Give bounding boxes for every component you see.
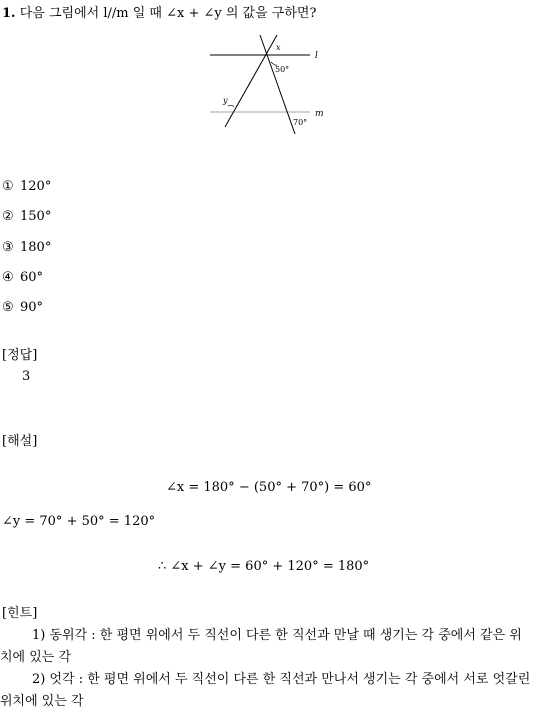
choice-marker: ④ (2, 270, 14, 285)
solution-heading: [해설] (2, 434, 38, 449)
choice-2[interactable] (2, 209, 51, 224)
question (2, 2, 316, 21)
choice-5[interactable] (2, 300, 43, 315)
label-70: 70° (293, 118, 308, 127)
choice-1[interactable] (2, 179, 51, 194)
choice-marker: ② (2, 209, 14, 224)
solution-line-3: ∴ ∠x + ∠y = 60° + 120° = 180° (158, 559, 370, 574)
hint-item-2: 2) 엇각 : 한 평면 위에서 두 직선이 다른 한 직선과 만나서 생기는 각 중에서 서로 엇갈린 위치에 있는 각 (0, 672, 531, 709)
choice-text: 60° (20, 270, 44, 285)
choice-marker: ① (2, 179, 14, 194)
hint-body (0, 625, 533, 713)
choice-4[interactable] (2, 270, 43, 285)
answer-value: 3 (22, 369, 31, 384)
parallel-lines-figure (205, 30, 330, 140)
label-m: m (315, 109, 324, 119)
choice-3[interactable] (2, 240, 51, 255)
answer-heading: [정답] (2, 348, 38, 363)
choice-text: 180° (20, 240, 52, 255)
solution-line-2: ∠y = 70° + 50° = 120° (2, 514, 156, 529)
label-l: l (315, 51, 318, 61)
hint-heading: [힌트] (2, 606, 38, 621)
angle-y-arc (228, 105, 234, 107)
transversal-1 (225, 35, 277, 127)
question-number: 1. (2, 6, 16, 21)
choice-marker: ⑤ (2, 300, 14, 315)
choice-text: 150° (20, 209, 52, 224)
label-x: x (276, 43, 281, 52)
choice-text: 120° (20, 179, 52, 194)
question-text: 다음 그림에서 l//m 일 때 ∠x + ∠y 의 값을 구하면? (19, 6, 317, 21)
label-50: 50° (275, 65, 290, 74)
label-y: y (223, 96, 228, 105)
solution-line-1: ∠x = 180° − (50° + 70°) = 60° (166, 480, 372, 495)
choice-text: 90° (20, 300, 44, 315)
choice-marker: ③ (2, 240, 14, 255)
hint-item-1: 1) 동위각 : 한 평면 위에서 두 직선이 다른 한 직선과 만날 때 생기는 각 중에서 같은 위치에 있는 각 (0, 628, 522, 665)
